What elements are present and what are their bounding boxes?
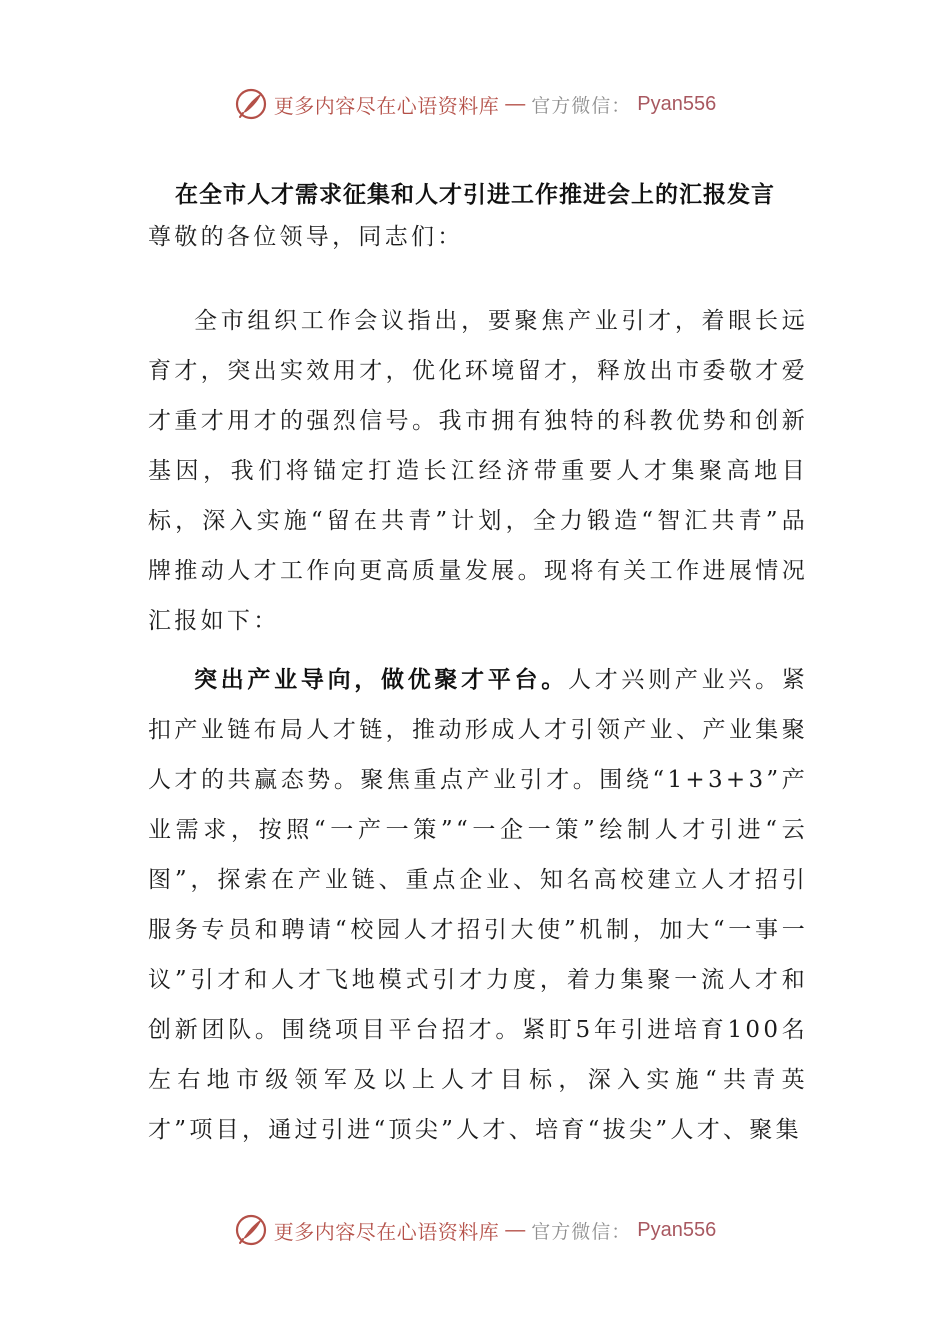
banner-dash: — (505, 92, 526, 115)
banner-dash: — (505, 1218, 526, 1241)
banner-wechat-label: 官方微信： (531, 94, 632, 117)
banner-wechat-label: 官方微信： (531, 1220, 632, 1243)
banner-wechat-id: Pyan556 (637, 1218, 717, 1241)
document-title: 在全市人才需求征集和人才引进工作推进会上的汇报发言 (175, 181, 775, 208)
paragraph-lead-heading: 突出产业导向，做优聚才平台。 (194, 666, 568, 693)
paragraph-industry (148, 655, 808, 1155)
paragraph-intro: 全市组织工作会议指出，要聚焦产业引才，着眼长远育才，突出实效用才，优化环境留才，释放出市委敬才爱才重才用才的强烈信号。我市拥有独特的科教优势和创新基因，我们将锚定打造长江经济带重要人才集聚高地目标，深入实施“留在共青”计划，全力锻造“智汇共青”品牌推动人才工作向更高质量发展。现将有关工作进展情况汇报如下： (148, 308, 808, 634)
quill-pen-logo-icon (234, 1213, 268, 1247)
banner-main-text: 更多内容尽在心语资料库 (273, 93, 500, 118)
paragraph-body-text: 人才兴则产业兴。紧扣产业链布局人才链，推动形成人才引领产业、产业集聚人才的共赢态势。聚焦重点产业引才。围绕“1+3+3”产业需求，按照“一产一策”“一企一策”绘制人才引进“云图”，探索在产业链、重点企业、知名高校建立人才招引服务专员和聘请“校园人才招引大使”机制，加大“一事一议”引才和人才飞地模式引才力度，着力集聚一流人才和创新团队。围绕项目平台招才。紧盯5年引进培育100名左右地市级领军及以上人才目标，深入实施“共青英才”项目，通过引进“顶尖”人才、培育“拔尖”人才、聚集 (148, 667, 809, 1143)
banner-wechat-id: Pyan556 (637, 92, 717, 115)
banner-main-text: 更多内容尽在心语资料库 (273, 1219, 500, 1244)
salutation: 尊敬的各位领导，同志们： (148, 224, 464, 250)
quill-pen-logo-icon (234, 87, 268, 121)
header-banner (0, 86, 950, 122)
footer-banner (0, 1212, 950, 1248)
